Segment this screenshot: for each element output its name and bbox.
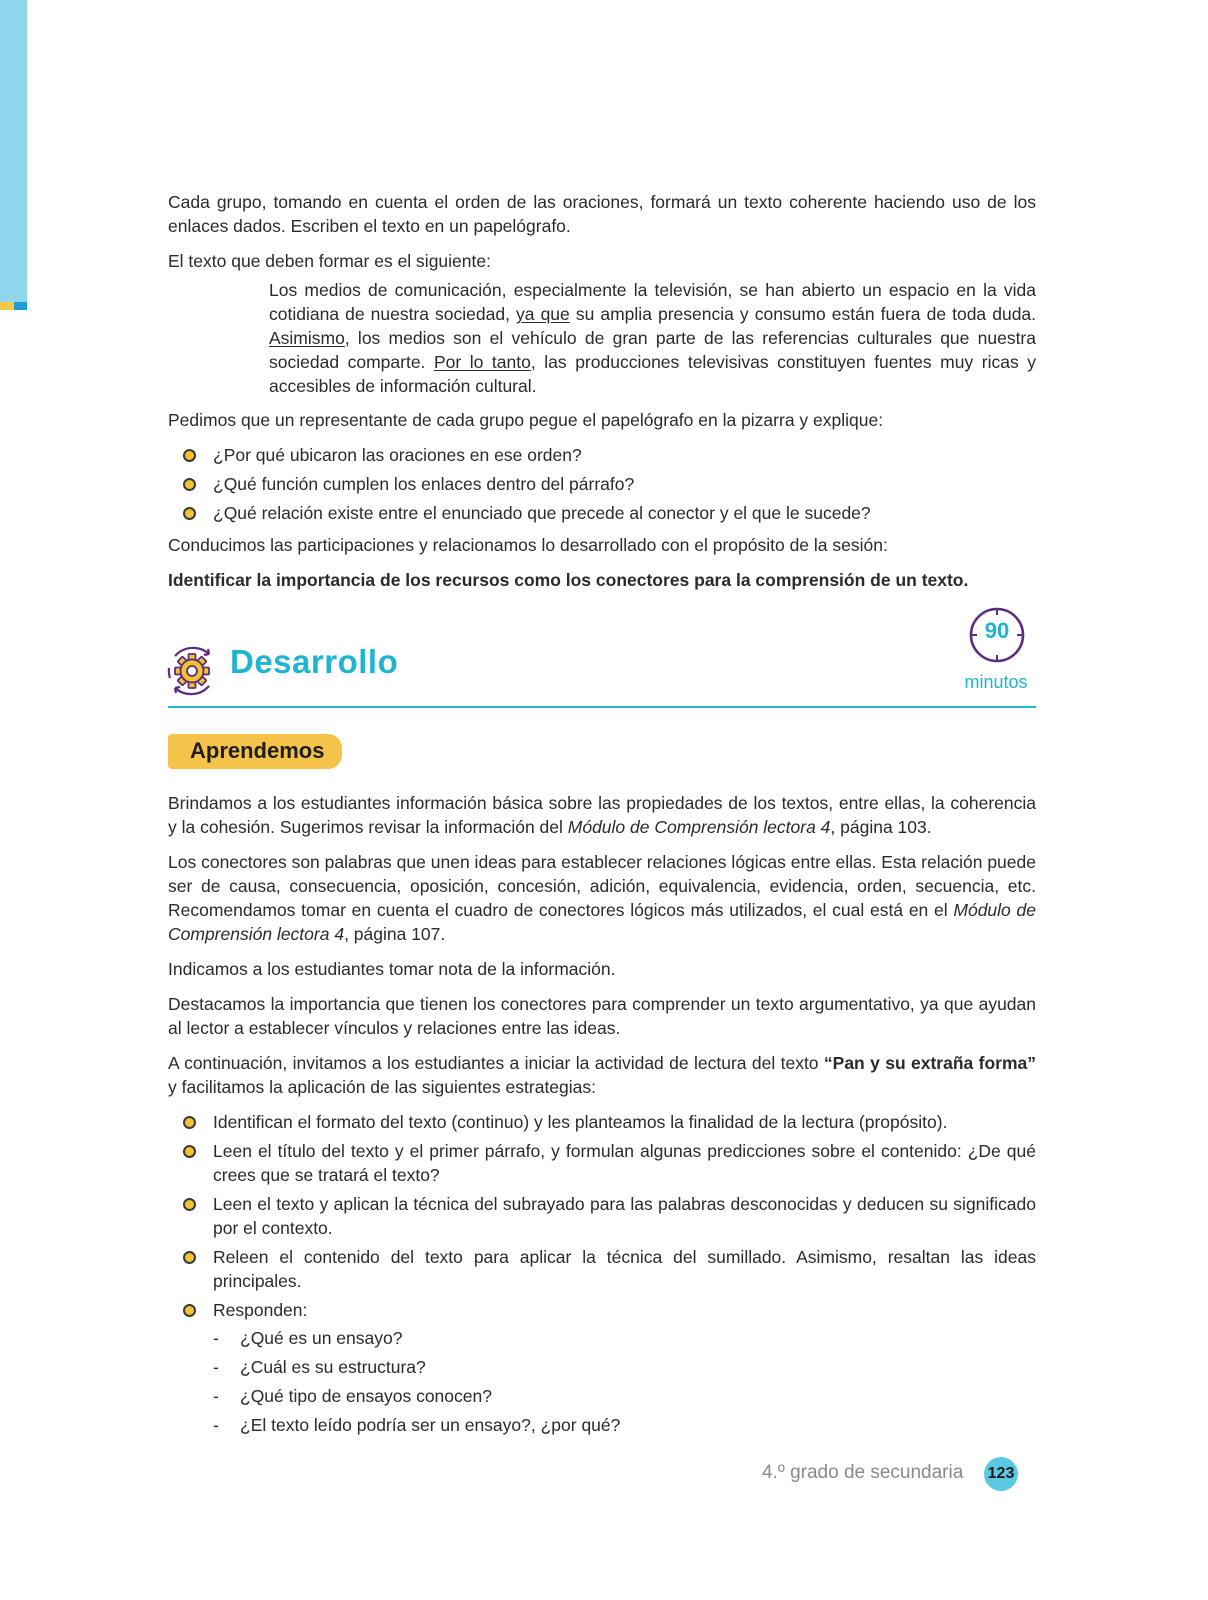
side-color-bar (0, 0, 27, 302)
module-reference: Módulo de Comprensión lectora 4 (168, 900, 1036, 944)
strategy-list (168, 1110, 1036, 1437)
connector-por-lo-tanto: Por lo tanto (433, 352, 531, 372)
quote-part-2: su amplia presencia y consumo están fuera de toda duda. (569, 304, 1037, 324)
sub-list-item: - ¿Cuál es su estructura? (213, 1357, 426, 1377)
gear-icon (165, 644, 219, 698)
circle-bullet-icon (183, 1304, 196, 1317)
circle-bullet-icon (183, 507, 196, 520)
circle-bullet-icon (183, 478, 196, 491)
paragraph-representative: Pedimos que un representante de cada grupo pegue el papelógrafo en la pizarra y explique: (168, 410, 884, 430)
paragraph-groups: Cada grupo, tomando en cuenta el orden de las oraciones, formará un texto coherente haciendo uso de los enlaces dados. Escriben el texto en un papelógrafo. (168, 192, 1036, 236)
page-number: 123 (984, 1457, 1018, 1491)
session-purpose: Identificar la importancia de los recursos como los conectores para la comprensión de un texto. (168, 570, 969, 590)
connector-asimismo: Asimismo (269, 328, 345, 348)
list-item: Leen el texto y aplican la técnica del subrayado para las palabras desconocidas y deducen su significado por el contexto. (168, 1192, 1036, 1240)
aprendemos-badge: Aprendemos (168, 734, 342, 769)
connector-ya-que: ya que (516, 304, 570, 324)
side-accent-yellow (0, 302, 14, 310)
list-item: Responden: - ¿Qué es un ensayo? - ¿Cuál es su estructura? - ¿Qué tipo de ensayos conocen? - ¿El texto leído podría ser un ensayo?, ¿por qué? (168, 1298, 1036, 1437)
time-unit: minutos (964, 672, 1028, 692)
list-item: ¿Por qué ubicaron las oraciones en ese orden? (168, 443, 1036, 467)
development-header (168, 606, 1036, 708)
list-item: Releen el contenido del texto para aplicar la técnica del sumillado. Asimismo, resaltan las ideas principales. (168, 1245, 1036, 1293)
page-content (168, 190, 1036, 1445)
sub-list-item: - ¿Qué tipo de ensayos conocen? (213, 1386, 492, 1406)
sub-question-list (213, 1326, 1036, 1437)
module-reference: Módulo de Comprensión lectora 4 (567, 817, 831, 837)
circle-bullet-icon (183, 1145, 196, 1158)
paragraph-reading-activity: A continuación, invitamos a los estudiantes a iniciar la actividad de lectura del texto “Pan y su extraña forma” y facilitamos la aplicación de las siguientes estrategias: (168, 1053, 1037, 1097)
paragraph-notes: Indicamos a los estudiantes tomar nota de la información. (168, 959, 616, 979)
list-item: ¿Qué relación existe entre el enunciado que precede al conector y el que le sucede? (168, 501, 1036, 525)
list-item: ¿Qué función cumplen los enlaces dentro del párrafo? (168, 472, 1036, 496)
section-title: Desarrollo (230, 643, 399, 680)
circle-bullet-icon (183, 449, 196, 462)
circle-bullet-icon (183, 1198, 196, 1211)
list-item: Leen el título del texto y el primer párrafo, y formulan algunas predicciones sobre el contenido: ¿De qué crees que se tratará el texto? (168, 1139, 1036, 1187)
reading-title: “Pan y su extraña forma” (823, 1053, 1037, 1073)
time-value: 90 (984, 618, 1010, 643)
question-list (168, 443, 1036, 525)
circle-bullet-icon (183, 1251, 196, 1264)
side-accent-blue (14, 302, 27, 310)
paragraph-connectors: Los conectores son palabras que unen ideas para establecer relaciones lógicas entre ellas. Esta relación puede ser de causa, consecuencia, oposición, concesión, adición, equivalencia, evidencia, orden, secuencia, etc. Recomendamos tomar en cuenta el cuadro de conectores lógicos más utilizados, el cual está en el Módulo de Comprensión lectora 4, página 107. (168, 852, 1036, 944)
sub-list-item: - ¿Qué es un ensayo? (213, 1328, 403, 1348)
paragraph-conduct: Conducimos las participaciones y relacionamos lo desarrollado con el propósito de la sesión: (168, 535, 888, 555)
paragraph-information: Brindamos a los estudiantes información básica sobre las propiedades de los textos, entre ellas, la coherencia y la cohesión. Sugerimos revisar la información del Módulo de Comprensión lectora 4, página 103. (168, 793, 1036, 837)
quote-part-1: Los medios de comunicación, especialmente la televisión, se han abierto un espacio en la vida cotidiana de nuestra sociedad, (269, 280, 1036, 324)
quoted-text (269, 278, 1036, 398)
list-item: Identifican el formato del texto (continuo) y les planteamos la finalidad de la lectura (propósito). (168, 1110, 1036, 1134)
paragraph-importance: Destacamos la importancia que tienen los conectores para comprender un texto argumentativo, ya que ayudan al lector a establecer vínculos y relaciones entre las ideas. (168, 994, 1036, 1038)
paragraph-text-intro: El texto que deben formar es el siguiente: (168, 251, 491, 271)
sub-list-item: - ¿El texto leído podría ser un ensayo?, ¿por qué? (213, 1415, 621, 1435)
quote-part-4: , las producciones televisivas constituyen fuentes muy ricas y accesibles de información cultural. (269, 352, 1037, 396)
circle-bullet-icon (183, 1116, 196, 1129)
quote-part-3: , los medios son el vehículo de gran parte de las referencias culturales que nuestra sociedad comparte. (269, 328, 1036, 372)
grade-label: 4.º grado de secundaria (762, 1462, 964, 1483)
